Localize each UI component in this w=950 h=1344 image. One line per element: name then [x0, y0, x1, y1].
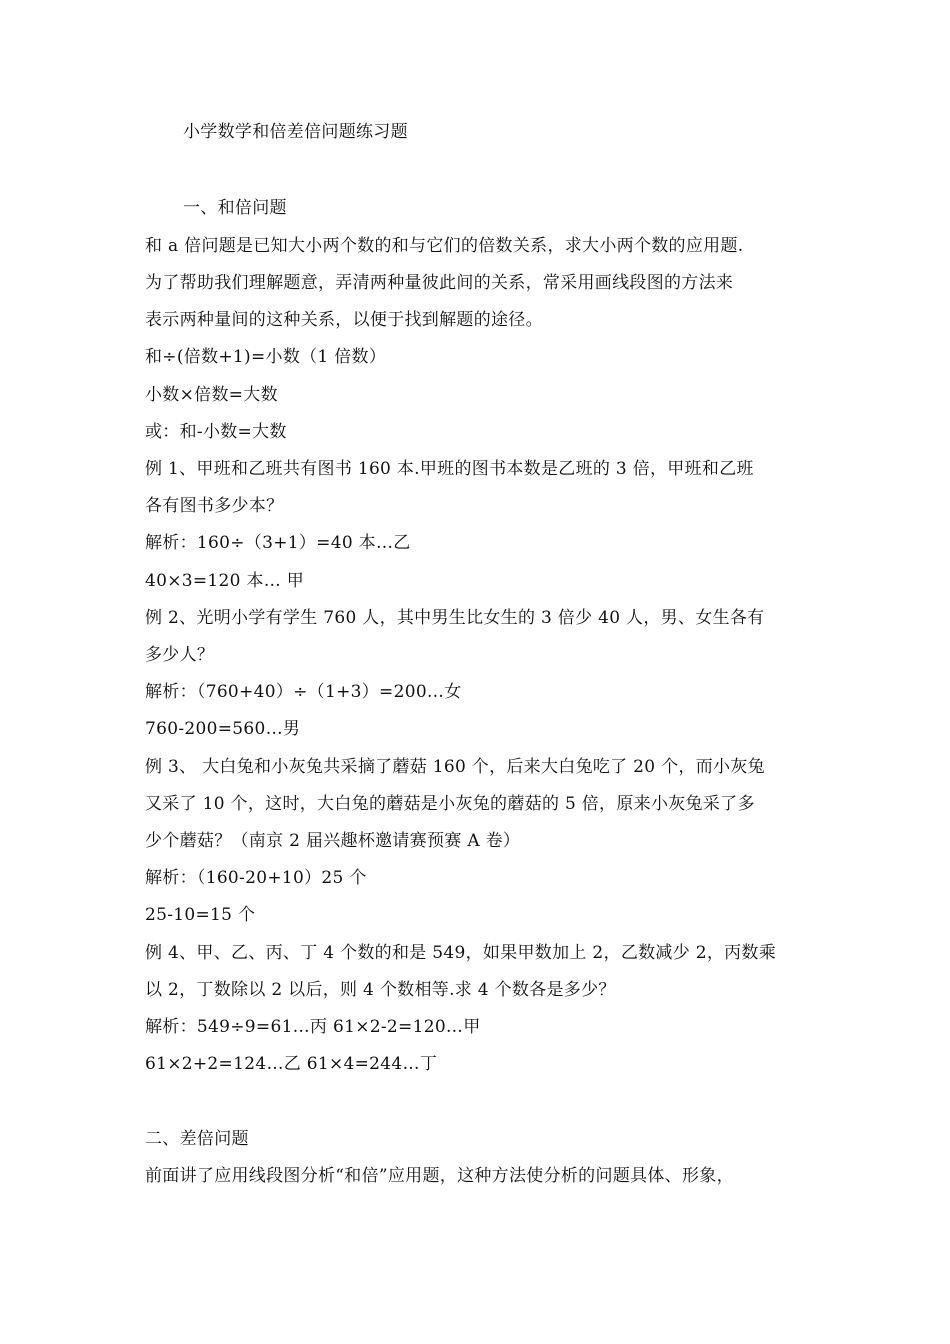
- example-question-line: 各有图书多少本？: [145, 496, 284, 516]
- intro-line: 为了帮助我们理解题意，弄清两种量彼此间的关系，常采用画线段图的方法来: [145, 273, 734, 293]
- formula-line: 小数×倍数=大数: [145, 385, 278, 405]
- example-question-line: 少个蘑菇？（南京 2 届兴趣杯邀请赛预赛 A 卷）: [145, 831, 521, 851]
- example-question-line: 又采了 10 个，这时，大白兔的蘑菇是小灰兔的蘑菇的 5 倍，原来小灰兔采了多: [145, 794, 755, 814]
- section-heading-difference-multiple: 二、差倍问题: [145, 1129, 249, 1149]
- example-solution-line: 40×3=120 本… 甲: [145, 571, 305, 591]
- example-solution-line: 解析：549÷9=61…丙 61×2-2=120…甲: [145, 1017, 481, 1037]
- intro-line: 表示两种量间的这种关系，以便于找到解题的途径。: [145, 310, 543, 330]
- example-question-line: 例 3、 大白兔和小灰兔共采摘了蘑菇 160 个，后来大白兔吃了 20 个，而小灰兔: [145, 757, 765, 777]
- example-solution-line: 760-200=560…男: [145, 719, 301, 739]
- section-heading-sum-multiple: 一、和倍问题: [183, 198, 287, 218]
- example-question-line: 以 2，丁数除以 2 以后，则 4 个数相等.求 4 个数各是多少？: [145, 980, 616, 1000]
- example-question-line: 例 1、甲班和乙班共有图书 160 本.甲班的图书本数是乙班的 3 倍，甲班和乙班: [145, 459, 754, 479]
- intro-line: 和 a 倍问题是已知大小两个数的和与它们的倍数关系，求大小两个数的应用题.: [145, 236, 744, 256]
- formula-line: 和÷(倍数+1)=小数（1 倍数）: [145, 347, 387, 367]
- page-title: 小学数学和倍差倍问题练习题: [183, 122, 408, 142]
- formula-line: 或：和-小数=大数: [145, 422, 287, 442]
- example-question-line: 例 4、甲、乙、丙、丁 4 个数的和是 549，如果甲数加上 2，乙数减少 2，丙数乘: [145, 943, 777, 963]
- example-solution-line: 解析：（760+40）÷（1+3）=200…女: [145, 682, 462, 702]
- example-question-line: 例 2、光明小学有学生 760 人，其中男生比女生的 3 倍少 40 人，男、女生各有: [145, 608, 765, 628]
- example-solution-line: 25-10=15 个: [145, 905, 256, 925]
- example-solution-line: 61×2+2=124…乙 61×4=244…丁: [145, 1054, 438, 1074]
- example-question-line: 多少人？: [145, 645, 215, 665]
- example-solution-line: 解析：160÷（3+1）=40 本…乙: [145, 533, 411, 553]
- intro-line: 前面讲了应用线段图分析“和倍”应用题，这种方法使分析的问题具体、形象，: [145, 1166, 734, 1186]
- example-solution-line: 解析：（160-20+10）25 个: [145, 868, 367, 888]
